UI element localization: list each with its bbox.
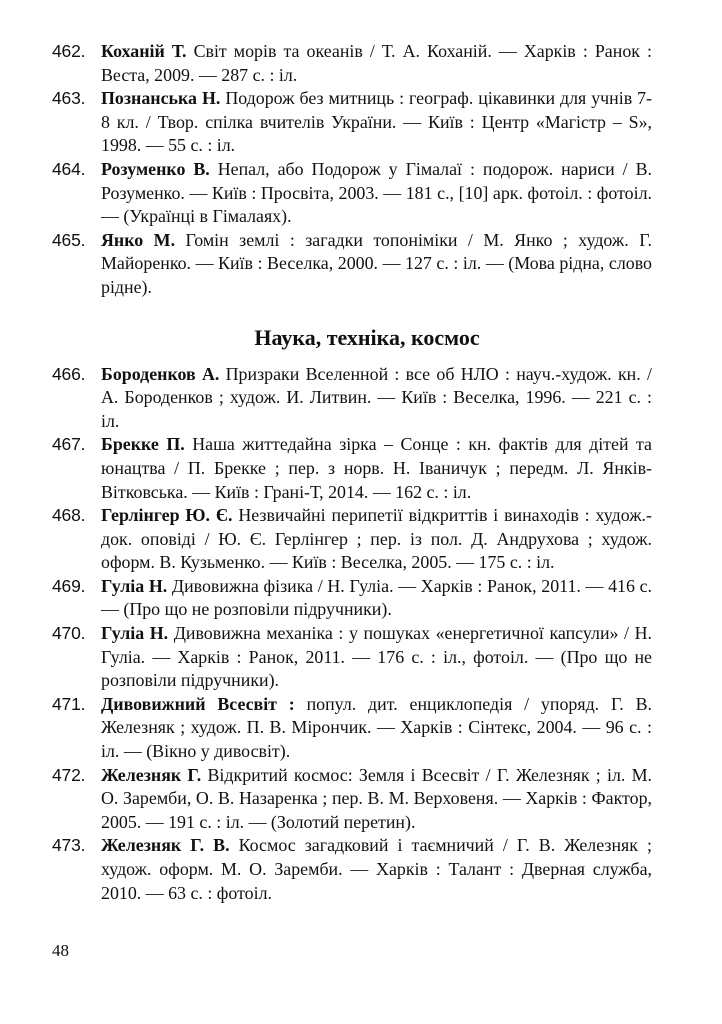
- section-heading: Наука, техніка, космос: [254, 324, 480, 350]
- entry-number: 464.: [52, 158, 86, 179]
- entry-author: Бороденков А.: [101, 363, 220, 384]
- entry-text: Незвичайні перипетії відкриттів і винаходів : худож.-док. оповіді / Ю. Є. Герлінгер ; пер. із пол. Д. Андрухова ; худож. оформ. В. Кузьменко. — Київ : Веселка, 2005. — 175 с. : іл.: [101, 505, 652, 573]
- entry-number: 468.: [52, 505, 86, 526]
- entry-text: Гомін землі : загадки топоніміки / М. Янко ; худож. Г. Майоренко. — Київ : Веселка, 2000. — 127 с. : іл. — (Мова рідна, слово рідне).: [101, 229, 652, 297]
- entry-author: Железняк Г.: [101, 764, 202, 785]
- bibliography-entry: [52, 504, 652, 575]
- entry-number: 469.: [52, 575, 86, 596]
- entry-text: попул. дит. енциклопедія / упоряд. Г. В. Железняк ; худож. П. В. Мірончик. — Харків : Сінтекс, 2004. — 96 с. : іл. — (Вікно у дивосвіт).: [101, 693, 652, 762]
- entry-number: 465.: [52, 229, 86, 250]
- entry-author: Железняк Г. В.: [101, 835, 230, 856]
- entry-text: Подорож без митниць : географ. цікавинки для учнів 7-8 кл. / Твор. спілка вчителів України. — Київ : Центр «Магістр – S», 1998. — 55 с. : іл.: [101, 88, 653, 156]
- bibliography-entry: [52, 158, 652, 229]
- entry-number: 466.: [52, 363, 86, 384]
- bibliography-entry: [52, 834, 652, 905]
- entry-author: Розуменко В.: [101, 158, 210, 179]
- bibliography-entry: [52, 764, 652, 835]
- entry-number: 462.: [52, 41, 86, 61]
- bibliography-entry: [52, 433, 652, 504]
- entry-author: Познанська Н.: [101, 88, 221, 109]
- bibliography-entry: [52, 622, 652, 693]
- entry-text: Світ морів та океанів / Т. А. Коханій. — Харків : Ранок : Веста, 2009. — 287 с. : іл.: [101, 41, 652, 85]
- entry-text: Дивовижна фізика / Н. Гуліа. — Харків : Ранок, 2011. — 416 с. — (Про що не розповіли підручники).: [101, 575, 653, 620]
- entry-number: 467.: [52, 434, 86, 455]
- entry-number: 470.: [52, 623, 86, 644]
- bibliography-entry: [52, 87, 652, 158]
- entry-author: Коханій Т.: [101, 41, 187, 61]
- bibliography-entry: [52, 575, 652, 622]
- bibliography-entry: [52, 40, 652, 87]
- entry-author: Янко М.: [101, 229, 176, 250]
- entry-number: 471.: [52, 693, 86, 714]
- entry-text: Дивовижна механіка : у пошуках «енергетичної капсули» / Н. Гуліа. — Харків : Ранок, 2011. — 176 с. : іл., фотоіл. — (Про що не розповіли підручники).: [101, 623, 652, 691]
- entry-number: 472.: [52, 764, 86, 785]
- page-number: 48: [52, 941, 69, 960]
- bibliography-entry: [52, 363, 652, 434]
- entry-author: Герлінгер Ю. Є.: [101, 505, 233, 526]
- entry-number: 473.: [52, 835, 86, 856]
- entry-text: Відкритий космос: Земля і Всесвіт / Г. Железняк ; іл. М. О. Заремби, О. В. Назаренка ; пер. В. М. Верховеня. — Харків : Фактор, 2005. — 191 с. : іл. — (Золотий перетин).: [101, 764, 652, 832]
- bibliography-entry: [52, 229, 652, 300]
- entry-author: Гуліа Н.: [101, 575, 168, 596]
- entry-text: Космос загадковий і таємничий / Г. В. Железняк ; худож. оформ. М. О. Заремби. — Харків : Талант : Дверная служба, 2010. — 63 с. : фотоіл.: [101, 835, 652, 903]
- entry-author: Дивовижний Всесвіт :: [101, 693, 295, 714]
- entry-author: Гуліа Н.: [101, 623, 169, 644]
- entry-text: Призраки Вселенной : все об НЛО : науч.-худож. кн. / А. Бороденков ; худож. И. Литвин. — Київ : Веселка, 1996. — 221 с. : іл.: [101, 363, 652, 431]
- entry-author: Брекке П.: [101, 434, 185, 455]
- text-column: [52, 40, 652, 905]
- entry-text: Наша життедайна зірка – Сонце : кн. фактів для дітей та юнацтва / П. Брекке ; пер. з норв. Н. Іваничук ; передм. Л. Янків-Вітковська. — Київ : Грані-Т, 2014. — 162 с. : іл.: [101, 434, 652, 502]
- bibliography-entry: [52, 693, 652, 764]
- entry-text: Непал, або Подорож у Гімалаї : подорож. нариси / В. Розуменко. — Київ : Просвіта, 2003. — 181 с., [10] арк. фотоіл. : фотоіл. — (Українці в Гімалаях).: [101, 158, 652, 227]
- entry-number: 463.: [52, 88, 86, 109]
